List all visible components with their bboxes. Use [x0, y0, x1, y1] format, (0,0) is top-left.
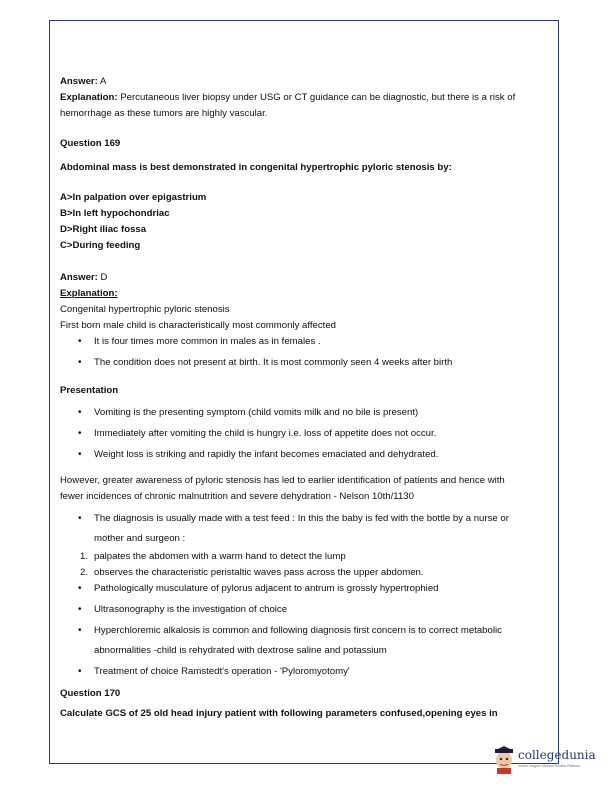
nelson-paragraph: However, greater awareness of pyloric stenosis has led to earlier identification of patients and hence with fewer incidences of chronic malnutrition and severe dehydration - Nelson 10th/1130: [60, 475, 505, 502]
mascot-icon: [492, 746, 516, 774]
list-item: • Vomiting is the presenting symptom (child vomits milk and no bile is present): [60, 405, 540, 421]
document-content: [60, 74, 540, 722]
answer-168: Answer: A: [60, 76, 107, 87]
question-170-heading: Question 170: [60, 688, 121, 699]
option-b: B>In left hypochondriac: [60, 208, 170, 219]
explanation-bullets: [60, 334, 540, 371]
list-item: • The diagnosis is usually made with a test feed : In this the baby is fed with the bottle by a nurse or mother and surgeon :: [60, 511, 540, 547]
logo-tagline: India's Largest Student Review Platform: [518, 764, 581, 768]
option-d: D>Right iliac fossa: [60, 224, 147, 235]
test-feed-steps: [60, 549, 540, 581]
answer-169: Answer: D: [60, 272, 108, 283]
findings-bullets: [60, 581, 540, 680]
explanation-169-label: Explanation:: [60, 288, 118, 299]
question-169-options: [60, 190, 540, 254]
explanation-line-2: First born male child is characteristically most commonly affected: [60, 320, 337, 331]
presentation-heading: Presentation: [60, 385, 119, 396]
option-c: C>During feeding: [60, 240, 141, 251]
question-169-text: Abdominal mass is best demonstrated in congenital hypertrophic pyloric stenosis by:: [60, 162, 452, 173]
question-169-heading: Question 169: [60, 138, 121, 149]
list-item: • Treatment of choice Ramstedt's operation - 'Pyloromyotomy': [60, 664, 540, 680]
list-item: 1. palpates the abdomen with a warm hand to detect the lump: [80, 551, 346, 562]
list-item: • Pathologically musculature of pylorus adjacent to antrum is grossly hypertrophied: [60, 581, 540, 597]
list-item: • Hyperchloremic alkalosis is common and following diagnosis first concern is to correct metabolic abnormalities -child is rehydrated with dextrose saline and potassium: [60, 623, 540, 659]
list-item: • It is four times more common in males as in females .: [60, 334, 540, 350]
option-a: A>In palpation over epigastrium: [60, 192, 207, 203]
list-item: • The condition does not present at birth. It is most commonly seen 4 weeks after birth: [60, 355, 540, 371]
explanation-168: Explanation: Percutaneous liver biopsy under USG or CT guidance can be diagnostic, but there is a risk of hemorrhage as these tumors are highly vascular.: [60, 92, 516, 119]
logo-wordmark: collegedunia: [518, 748, 596, 762]
collegedunia-logo: [492, 746, 604, 776]
presentation-bullets: [60, 405, 540, 463]
explanation-line-1: Congenital hypertrophic pyloric stenosis: [60, 304, 230, 315]
diagnosis-bullets: [60, 511, 540, 547]
list-item: 2. observes the characteristic peristaltic waves pass across the upper abdomen.: [80, 567, 424, 578]
question-170-text: Calculate GCS of 25 old head injury patient with following parameters confused,opening eyes in: [60, 708, 498, 719]
list-item: • Ultrasonography is the investigation of choice: [60, 602, 540, 618]
list-item: • Weight loss is striking and rapidly the infant becomes emaciated and dehydrated.: [60, 447, 540, 463]
list-item: • Immediately after vomiting the child is hungry i.e. loss of appetite does not occur.: [60, 426, 540, 442]
